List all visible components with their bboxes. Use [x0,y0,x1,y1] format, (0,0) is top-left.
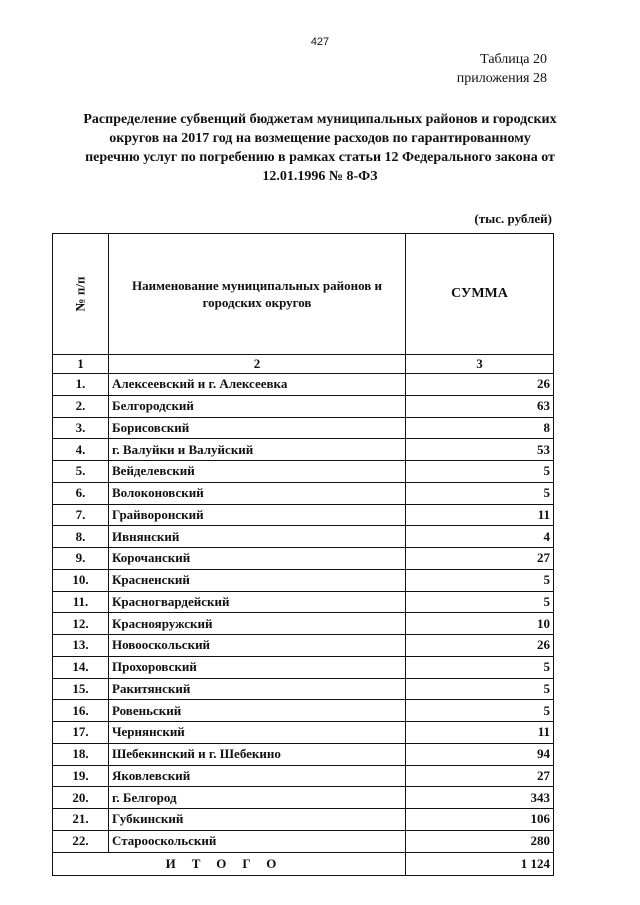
row-number: 7. [53,504,109,526]
table-row [53,830,554,852]
document-title [40,110,600,186]
row-sum: 10 [406,613,554,635]
row-number: 4. [53,439,109,461]
table-row [53,743,554,765]
row-sum: 5 [406,569,554,591]
unit-label: (тыс. рублей) [474,211,552,226]
table-row [53,656,554,678]
row-sum: 280 [406,830,554,852]
total-label: ИТОГО [53,852,406,875]
column-index-2: 2 [109,355,406,374]
row-name: Яковлевский [109,765,406,787]
row-name: Губкинский [109,809,406,831]
table-row [53,678,554,700]
row-name: Чернянский [109,722,406,744]
table-body [53,374,554,853]
row-sum: 11 [406,504,554,526]
row-sum: 5 [406,482,554,504]
row-name: Вейделевский [109,461,406,483]
row-name: г. Белгород [109,787,406,809]
row-name: Красногвардейский [109,591,406,613]
table-row [53,461,554,483]
row-name: Шебекинский и г. Шебекино [109,743,406,765]
header-number-label: № п/п [72,276,88,312]
row-sum: 106 [406,809,554,831]
row-name: Корочанский [109,548,406,570]
table-row [53,809,554,831]
table-row [53,635,554,657]
table-row [53,395,554,417]
row-name: г. Валуйки и Валуйский [109,439,406,461]
row-name: Новооскольский [109,635,406,657]
header-name: Наименование муниципальных районов и городских округов [109,234,406,355]
row-name: Красненский [109,569,406,591]
row-number: 21. [53,809,109,831]
row-name: Краснояружский [109,613,406,635]
row-number: 12. [53,613,109,635]
table-row [53,374,554,396]
table-row [53,591,554,613]
table-row [53,548,554,570]
header-sum: СУММА [406,234,554,355]
row-sum: 5 [406,700,554,722]
table-row [53,482,554,504]
table-row [53,439,554,461]
column-index-1: 1 [53,355,109,374]
row-number: 19. [53,765,109,787]
table-row [53,417,554,439]
row-name: Ровеньский [109,700,406,722]
row-sum: 5 [406,461,554,483]
row-sum: 5 [406,678,554,700]
row-sum: 8 [406,417,554,439]
row-number: 15. [53,678,109,700]
row-name: Ракитянский [109,678,406,700]
row-sum: 26 [406,374,554,396]
row-number: 6. [53,482,109,504]
row-sum: 5 [406,591,554,613]
title-line-2: округов на 2017 год на возмещение расходов по гарантированному [109,131,531,146]
table-reference-line-2: приложения 28 [456,71,547,86]
row-number: 20. [53,787,109,809]
row-number: 8. [53,526,109,548]
row-name: Белгородский [109,395,406,417]
table-row [53,765,554,787]
row-sum: 26 [406,635,554,657]
row-sum: 27 [406,765,554,787]
row-number: 17. [53,722,109,744]
table-row [53,700,554,722]
row-number: 2. [53,395,109,417]
title-line-3: перечню услуг по погребению в рамках статьи 12 Федерального закона от [85,150,555,165]
table-row [53,722,554,744]
row-number: 18. [53,743,109,765]
row-name: Грайворонский [109,504,406,526]
row-name: Старооскольский [109,830,406,852]
column-index-3: 3 [406,355,554,374]
row-name: Алексеевский и г. Алексеевка [109,374,406,396]
row-name: Борисовский [109,417,406,439]
row-sum: 53 [406,439,554,461]
total-sum: 1 124 [406,852,554,875]
row-number: 11. [53,591,109,613]
column-index-row [53,355,554,374]
row-number: 1. [53,374,109,396]
table-row [53,526,554,548]
header-row [53,234,554,355]
row-sum: 5 [406,656,554,678]
row-number: 22. [53,830,109,852]
row-name: Волоконовский [109,482,406,504]
table-row [53,613,554,635]
table-reference-line-1: Таблица 20 [480,52,547,67]
header-number [53,234,109,355]
row-name: Прохоровский [109,656,406,678]
row-sum: 343 [406,787,554,809]
total-row [53,852,554,875]
table-row [53,569,554,591]
row-number: 14. [53,656,109,678]
row-number: 3. [53,417,109,439]
row-sum: 27 [406,548,554,570]
row-sum: 11 [406,722,554,744]
row-name: Ивнянский [109,526,406,548]
title-line-1: Распределение субвенций бюджетам муниципальных районов и городских [83,112,557,127]
table-reference [457,50,547,88]
row-sum: 94 [406,743,554,765]
row-number: 5. [53,461,109,483]
row-number: 9. [53,548,109,570]
table-row [53,504,554,526]
row-number: 10. [53,569,109,591]
row-sum: 4 [406,526,554,548]
row-number: 13. [53,635,109,657]
row-sum: 63 [406,395,554,417]
row-number: 16. [53,700,109,722]
table-row [53,787,554,809]
page-number: 427 [310,36,330,48]
distribution-table [52,233,554,876]
title-line-4: 12.01.1996 № 8-ФЗ [262,169,378,184]
